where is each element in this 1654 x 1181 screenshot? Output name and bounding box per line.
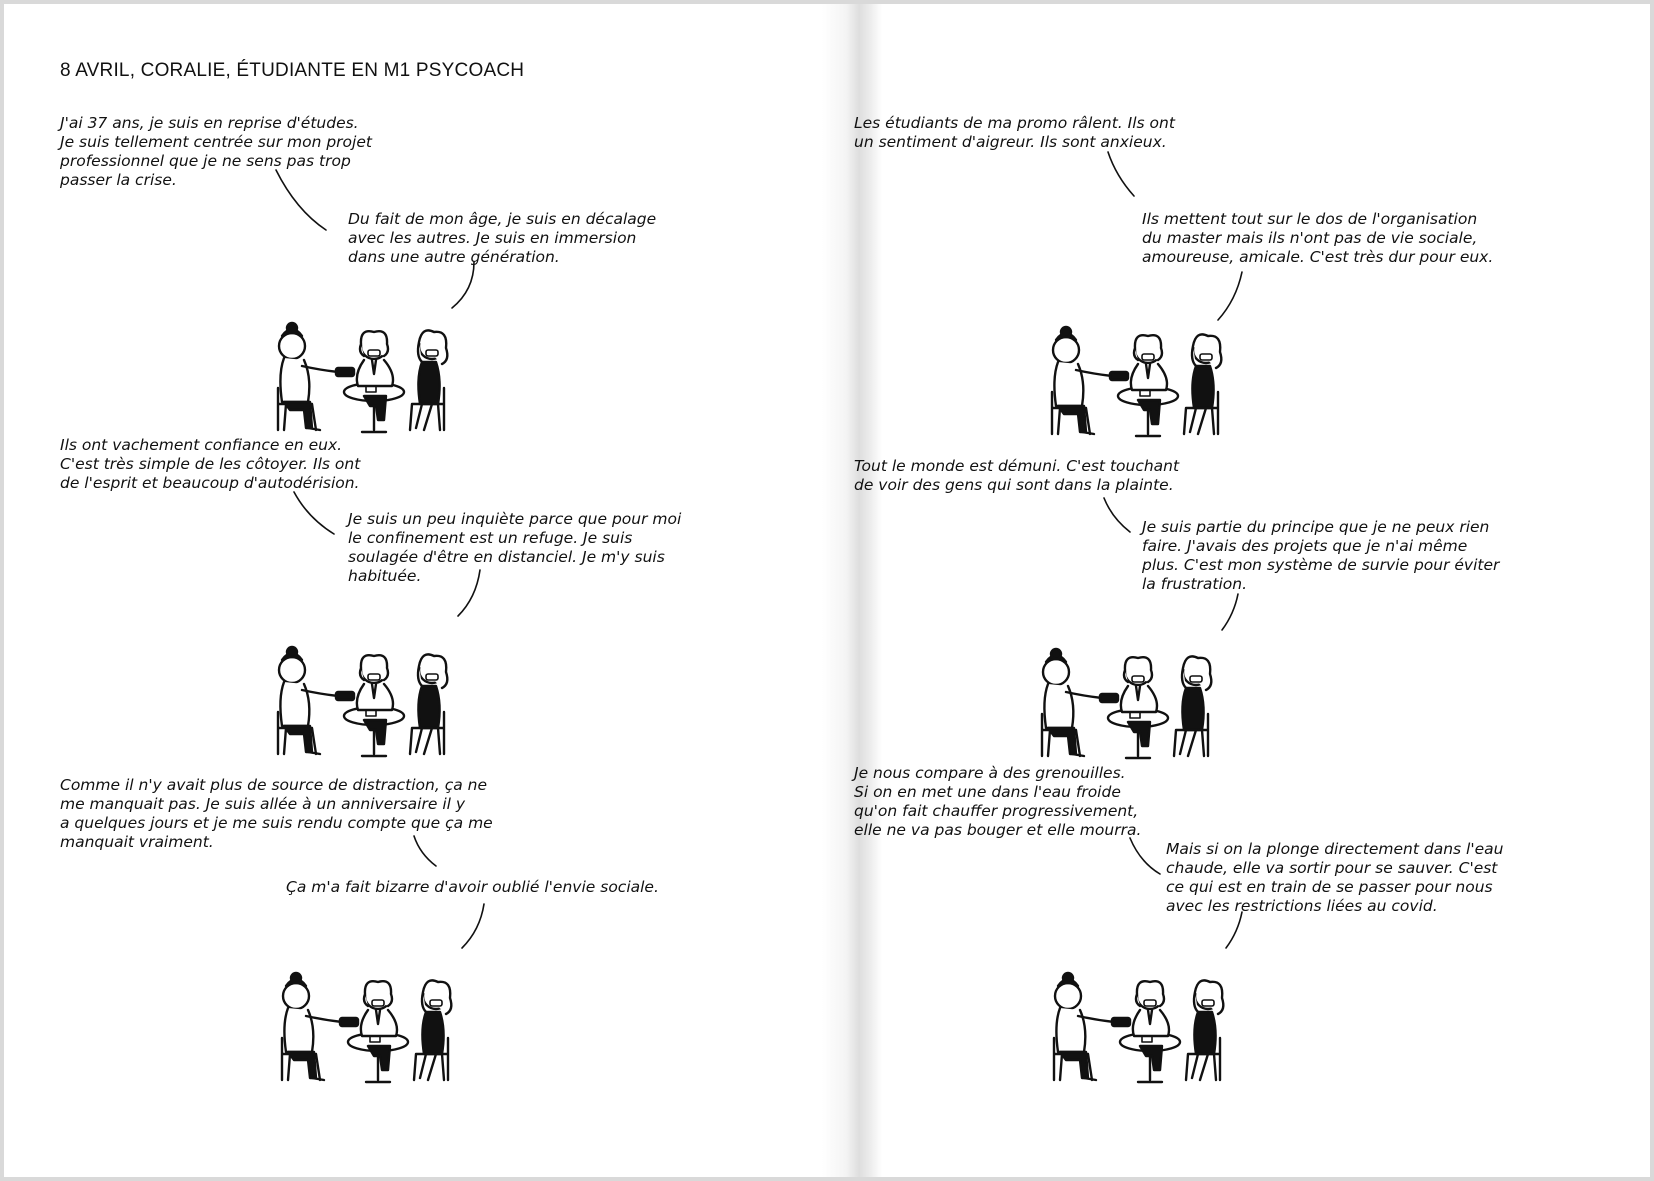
right-quote-6: Mais si on la plonge directement dans l'eau chaude, elle va sortir pour se sauver. C'est ce qui est en train de se passer pour nous avec les restrictions liées au covid.: [1166, 840, 1504, 915]
right-quote-1: Les étudiants de ma promo râlent. Ils ont un sentiment d'aigreur. Ils sont anxieux.: [854, 114, 1175, 151]
right-quote-4: Je suis partie du principe que je ne peux rien faire. J'avais des projets que je n'ai même plus. C'est mon système de survie pour éviter la frustration.: [1142, 518, 1500, 593]
left-quote-4: Je suis un peu inquiète parce que pour moi le confinement est un refuge. Je suis soulagée d'être en distanciel. Je m'y suis habituée.: [348, 510, 682, 585]
left-quote-2: Du fait de mon âge, je suis en décalage avec les autres. Je suis en immersion dans une autre génération.: [348, 210, 657, 266]
left-quote-6: Ça m'a fait bizarre d'avoir oublié l'envie sociale.: [286, 878, 659, 896]
left-quote-1: J'ai 37 ans, je suis en reprise d'études. Je suis tellement centrée sur mon projet professionnel que je ne sens pas trop passer la crise.: [60, 114, 372, 189]
interview-scene-drawing: [278, 323, 1223, 1082]
book-spread: [4, 4, 1650, 1177]
right-quote-2: Ils mettent tout sur le dos de l'organisation du master mais ils n'ont pas de vie sociale, amoureuse, amicale. C'est très dur pour eux.: [1142, 210, 1494, 266]
right-quote-5: Je nous compare à des grenouilles. Si on en met une dans l'eau froide qu'on fait chauffer progressivement, elle ne va pas bouger et elle mourra.: [854, 764, 1142, 839]
right-quote-3: Tout le monde est démuni. C'est touchant de voir des gens qui sont dans la plainte.: [854, 457, 1180, 494]
left-quote-3: Ils ont vachement confiance en eux. C'est très simple de les côtoyer. Ils ont de l'esprit et beaucoup d'autodérision.: [60, 436, 361, 492]
illustrations: [4, 4, 1650, 1177]
left-quote-5: Comme il n'y avait plus de source de distraction, ça ne me manquait pas. Je suis allée à un anniversaire il y a quelques jours et je me suis rendu compte que ça me manquait vraiment.: [60, 776, 493, 851]
page-title: 8 AVRIL, CORALIE, ÉTUDIANTE EN M1 PSYCOACH: [60, 60, 525, 81]
